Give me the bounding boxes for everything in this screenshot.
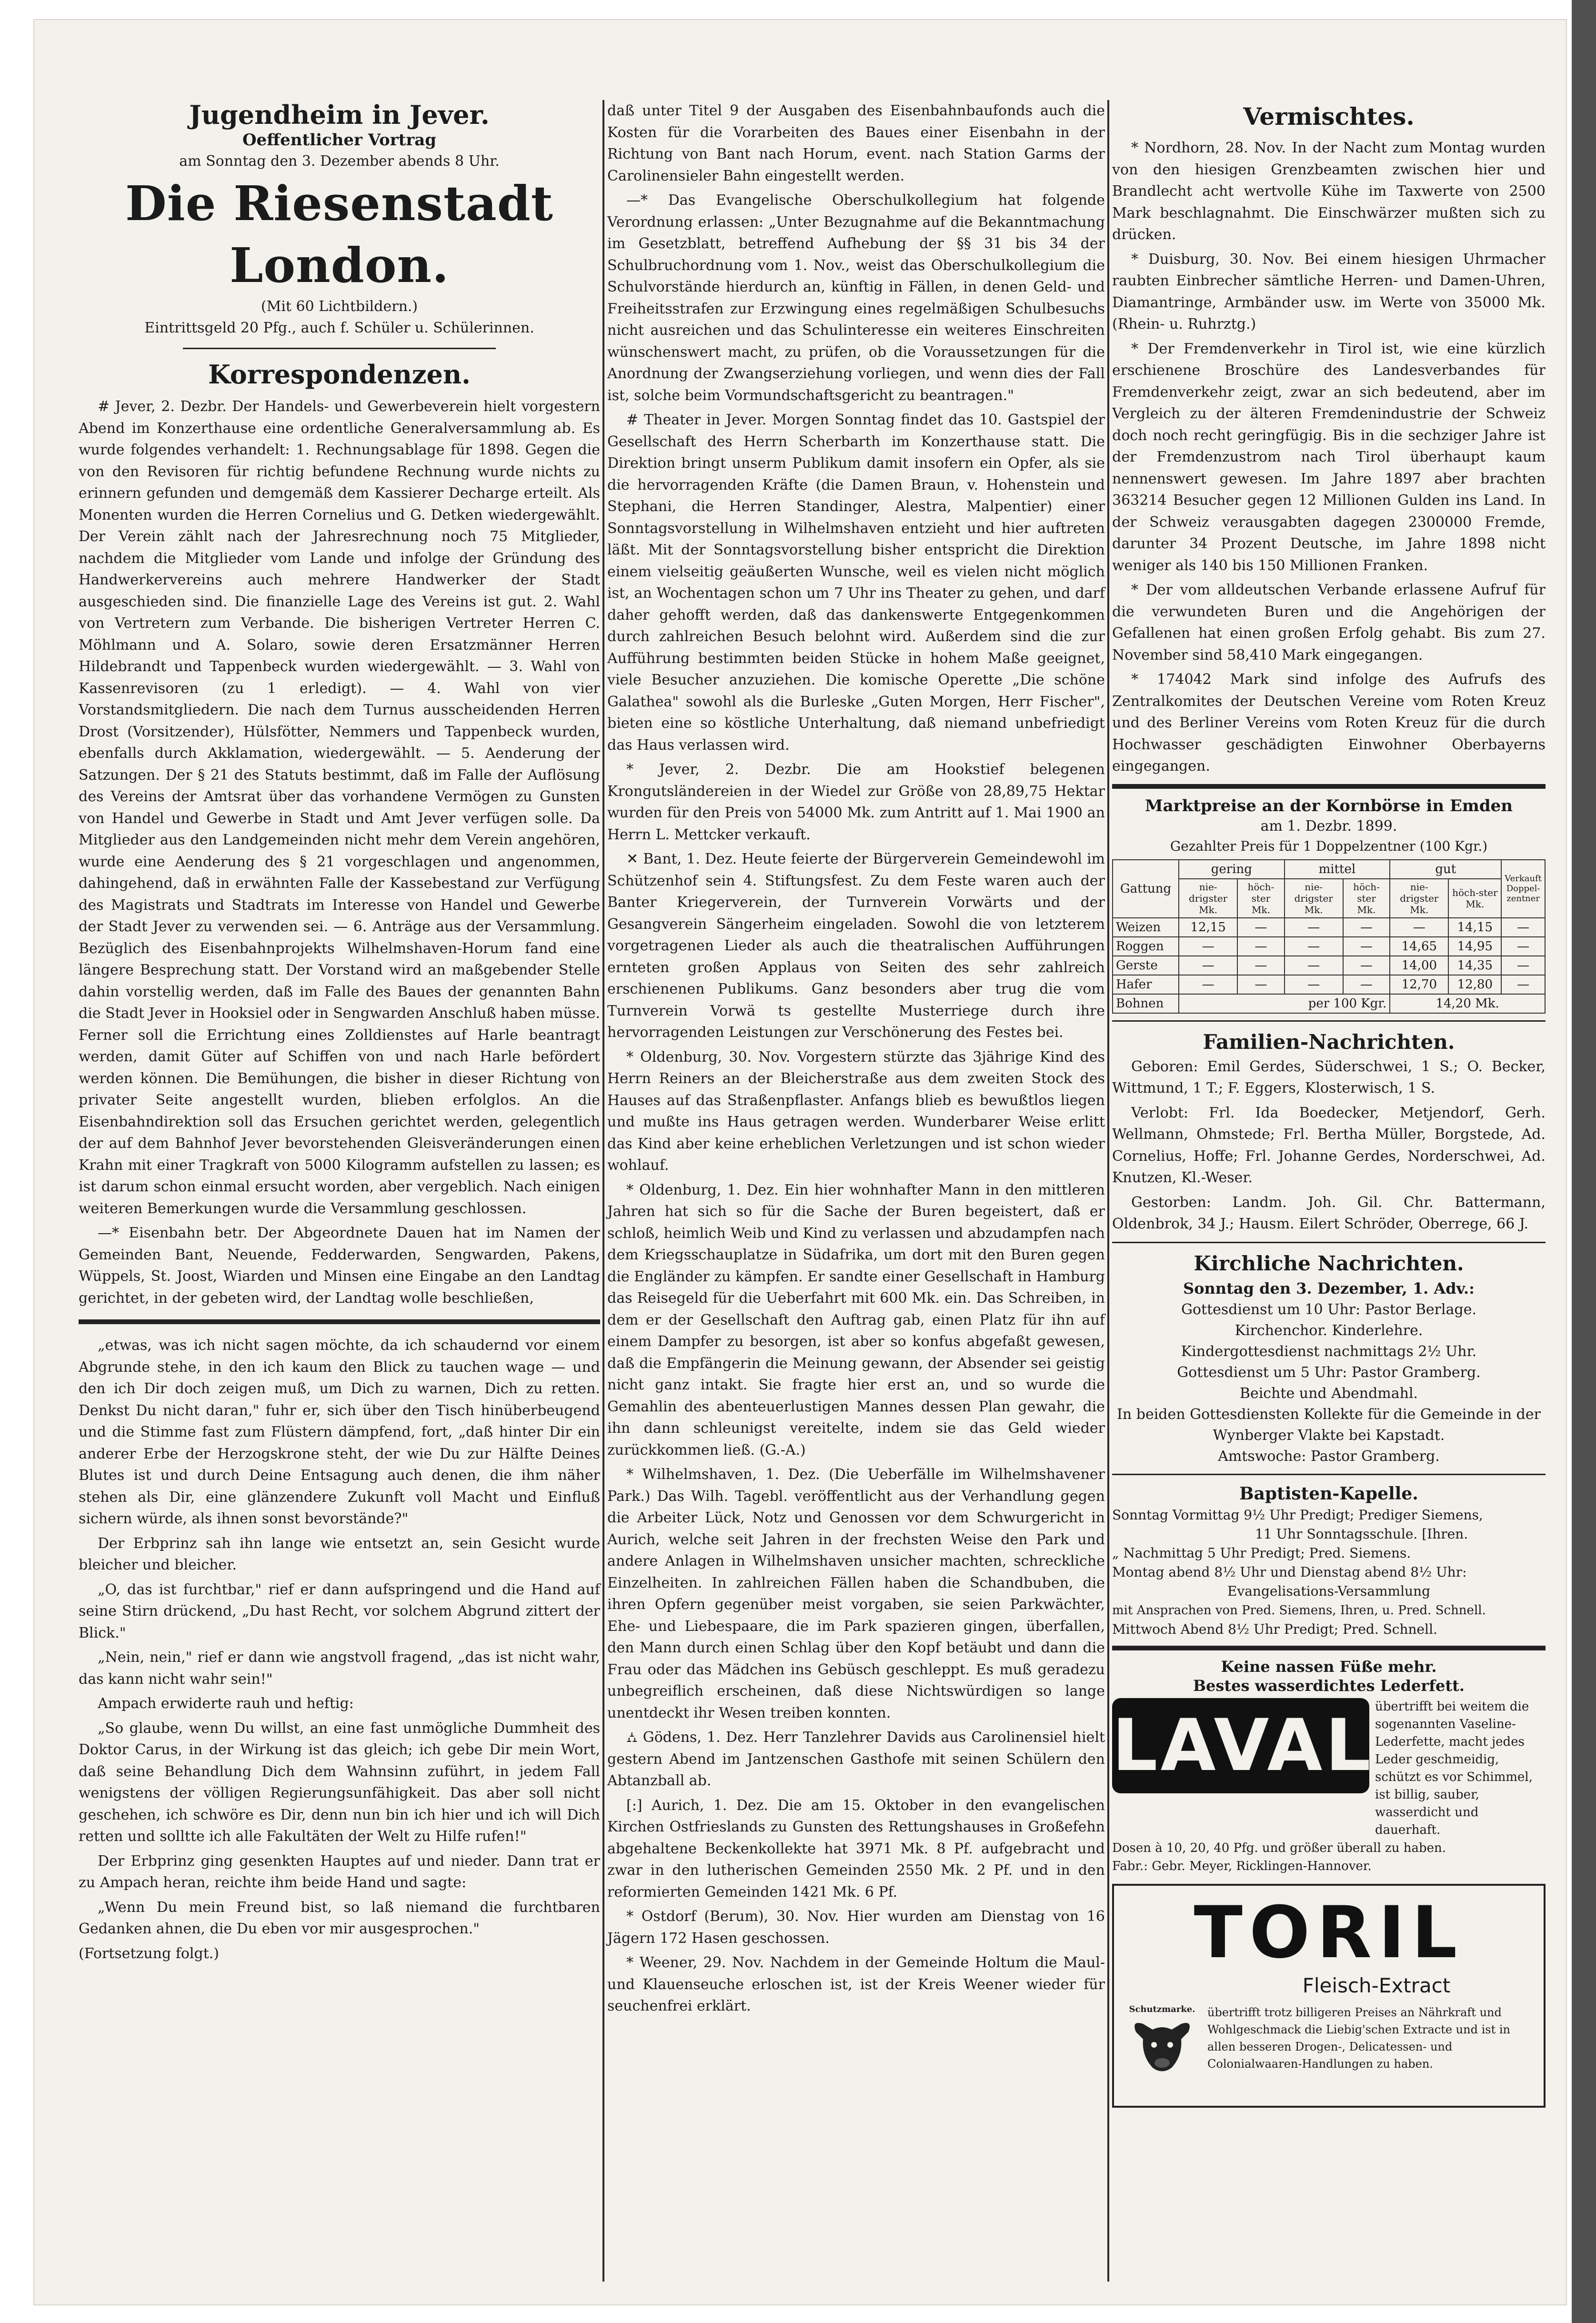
article-weener: * Weener, 29. Nov. Nachdem in der Gemeinde Holtum die Maul- und Klauenseuche erloschen ist, ist der Kreis Weener wieder für seuchenfrei erklärt. [607,1954,1105,2014]
laval-logo: LAVAL [1112,1698,1369,1793]
baptist-line: mit Ansprachen von Pred. Siemens, Ihren, u. Pred. Schnell. [1112,1603,1486,1618]
table-row [1113,937,1545,956]
table-row [1113,975,1545,994]
story-paragraph: Der Erbprinz sah ihn lange wie entsetzt an, sein Gesicht wurde bleicher und bleicher. [79,1535,600,1573]
story-paragraph: „O, das ist furchtbar," rief er dann aufspringend und die Hand auf seine Stirn drückend, „Du hast Recht, vor solchem Abgrund zittert der Blick." [79,1581,600,1641]
story-paragraph: „Nein, nein," rief er dann wie angstvoll fragend, „das ist nicht wahr, das kann nicht wahr sein!" [79,1649,600,1688]
column-header: gut [1390,860,1501,879]
price-cell: — [1343,975,1390,994]
notice-title: Jugendheim in Jever. [189,100,490,130]
divider [1112,1474,1546,1475]
article-bant: ✕ Bant, 1. Dez. Heute feierte der Bürgerverein Gemeindewohl im Schützenhof sein 4. Stiftungsfest. Zu dem Feste waren auch der Banter Kriegerverein, der Turnverein Vorwärts und der Gesangverein Sängerheim eingeladen. Sowohl die von letzterem vorgetragenen Lieder als auch die theatralischen Aufführungen ernteten großen Applaus von Seiten des sehr zahlreich erschienenen Publikums. Ganz besonders aber trug die vom Turnverein Vorwä ts gestellte Musterriege durch ihre hervorragenden Leistungen zur Verschönerung des Festes bei. [607,851,1105,1041]
article-goedens: ⛼ Gödens, 1. Dez. Herr Tanzlehrer Davids aus Carolinensiel hielt gestern Abend im Jantzenschen Gasthofe mit seinen Schülern den Abtanzball ab. [607,1729,1105,1789]
divider [1112,1020,1546,1022]
table-header-row [1113,860,1545,879]
toril-description: übertrifft trotz billigeren Preises an Nährkraft und Wohlgeschmack die Liebig'schen Extracte und ist in allen besseren Drogen-, Delicatessen- und Colonialwaaren-Handlungen zu haben. [1207,2005,1510,2071]
article-ostdorf: * Ostdorf (Berum), 30. Nov. Hier wurden am Dienstag von 16 Jägern 172 Hasen geschossen. [607,1908,1105,1947]
table-row [1113,918,1545,937]
article-aurich: [:] Aurich, 1. Dez. Die am 15. Oktober in den evangelischen Kirchen Ostfrieslands zu Gunsten des Rettungshauses in Großefehn abgehaltene Beckenkollekte hat 3971 Mk. 8 Pf. aufgebracht und zwar in den lutherischen Gemeinden 2550 Mk. 2 Pf. und in den reformierten Gemeinden 1421 Mk. 6 Pf. [607,1797,1105,1901]
article-oberschulkollegium: —* Das Evangelische Oberschulkollegium hat folgende Verordnung erlassen: „Unter Bezugnahme auf die Bekanntmachung im Gesetzblatt, betreffend Aufhebung der §§ 31 bis 34 der Schulbruchordnung vom 1. Nov., weist das Oberschulkollegium die Schulvorstände hierdurch an, künftig in Fällen, in denen Geld- und Freiheitsstrafen zur Erzwingung eines regelmäßigen Schulbesuchs nicht ausreichen und das Schulinteresse ein weiteres Einschreiten wünschenswert macht, zu prüfen, ob die Voraussetzungen für die Anordnung der Zwangserziehung vorliegen, und wenn dies der Fall ist, solche beim Vormundschaftsgericht zu beantragen." [607,192,1105,404]
column-header: gering [1179,860,1285,879]
toril-advertisement [1112,1884,1546,2108]
article-theater-jever: # Theater in Jever. Morgen Sonntag findet das 10. Gastspiel der Gesellschaft des Herrn Scherbarth im Konzerthause statt. Die Direktion bringt unserm Publikum damit insofern ein Opfer, als sie die hervorragenden Kräfte (die Damen Braun, v. Hohenstein und Stephani, die Herren Standinger, Alestra, Malpentier) einer Sonntagsvorstellung in Wilhelmshaven entzieht und hier auftreten läßt. Mit der Sonntagsvorstellung bisher entspricht die Direktion einem vielseitig geäußerten Wunsche, weil es vielen nicht möglich ist, an Wochentagen schon um 7 Uhr ins Theater zu gehen, und darf daher gehofft werden, daß das dankenswerte Entgegenkommen durch zahlreichen Besuch belohnt wird. Außerdem sind die zur Aufführung bestimmten beiden Stücke in hohem Maße geeignet, viele Besucher anzuziehen. Die komische Operette „Die schöne Galathea" sowohl als die Burleske „Guten Morgen, Herr Fischer", bieten eine so köstliche Unterhaltung, daß niemand unbefriedigt das Haus verlassen wird. [607,412,1105,754]
article-jever-krongut: * Jever, 2. Dezbr. Die am Hookstief belegenen Krongutsländereien in der Wiedel zur Größe von 28,89,75 Hektar wurden für den Preis von 54000 Mk. zum Antritt auf 1. Mai 1900 an Herrn L. Mettcker verkauft. [607,761,1105,843]
births: Geboren: Emil Gerdes, Süderschwei, 1 S.; O. Becker, Wittmund, 1 T.; F. Eggers, Klosterwisch, 1 S. [1112,1058,1546,1096]
price-cell: — [1501,918,1545,937]
price-cell: — [1285,956,1343,975]
church-line: In beiden Gottesdiensten Kollekte für die Gemeinde in der Wynberger Vlakte bei Kapstadt. [1117,1406,1541,1444]
price-cell: — [1237,937,1284,956]
price-cell: — [1285,975,1343,994]
baptist-chapel [1112,1482,1546,1639]
article-wilhelmshaven: * Wilhelmshaven, 1. Dez. (Die Ueberfälle im Wilhelmshavener Park.) Das Wilh. Tagebl. veröffentlicht aus der Verhandlung gegen die Arbeiter Lück, Notz und Genossen vor dem Schwurgericht in Aurich, welche seit Jahren in der frechsten Weise den Park und andere Anlagen in Wilhelmshaven unsicher machten, schreckliche Einzelheiten. In zahlreichen Fällen haben die Schandbuben, die ihren Opfern gegenüber meist vorgaben, sie seien Parkwächter, Ehe- und Liebespaare, die im Park spazieren gingen, überfallen, den Mann durch einen Schlag über den Kopf betäubt und dann die Frau oder das Mädchen ins Gebüsch geschleppt. Es muß geradezu unbegreiflich erscheinen, daß diese Nichtswürdigen so lange unentdeckt ihr Wesen treiben konnten. [607,1466,1105,1721]
baptist-line: Evangelisations-Versammlung [1227,1583,1431,1599]
notice-note: (Mit 60 Lichtbildern.) [261,298,418,315]
price-cell: — [1179,956,1237,975]
price-cell: — [1237,956,1284,975]
church-line: Beichte und Abendmahl. [1239,1385,1418,1402]
article-oldenburg-kind: * Oldenburg, 30. Nov. Vorgestern stürzte das 3jährige Kind des Herrn Reiners an der Bleicherstraße aus dem zweiten Stock des Hauses auf das Straßenpflaster. Anfangs blieb es bewußtlos liegen und mußte ins Haus getragen werden. Wunderbarer Weise erlitt das Kind aber keine erheblichen Verletzungen und ist schon wieder wohlauf. [607,1048,1105,1174]
price-cell: 12,70 [1390,975,1448,994]
column-header: nie-drigster Mk. [1390,879,1448,918]
laval-price: Dosen à 10, 20, 40 Pfg. und größer überall zu haben. [1112,1840,1446,1855]
price-cell: — [1285,937,1343,956]
price-table [1112,859,1546,1014]
laval-body [1112,1698,1546,1839]
family-news [1112,1028,1546,1235]
notice-headline: Die Riesenstadt London. [125,175,553,293]
price-cell: 12,80 [1448,975,1501,994]
grain-name: Hafer [1113,975,1179,994]
column-3 [1112,100,1546,2108]
column-header: höch-ster Mk. [1343,879,1390,918]
article-oldenburg-buren: * Oldenburg, 1. Dez. Ein hier wohnhafter Mann in den mittleren Jahren hat sich so für die Sache der Buren begeistert, daß er schloß, heimlich Weib und Kind zu verlassen und abzudampfen nach dem Kriegsschauplatze in Südafrika, um dort mit den Buren gegen die Engländer zu kämpfen. Er sandte einer Gesellschaft in Hamburg das Reisegeld für die Ueberfahrt mit 600 Mk. ein. Das Schreiben, in dem er der Gesellschaft den Auftrag gab, einen Platz für ihn auf einem Dampfer zu besorgen, ist aber so konfus abgefaßt gewesen, daß die Empfängerin die Meinung gewann, der Absender sei geistig nicht ganz intakt. Sie fragte hier erst an, und so wurde die Gemahlin des abenteuerlustigen Mannes dessen Plan gewahr, die ihn dann schleunigst vereitelte, indem sie das Geld wieder zurückkommen ließ. (G.-A.) [607,1181,1105,1458]
story-paragraph: Der Erbprinz ging gesenkten Hauptes auf und nieder. Dann trat er zu Ampach heran, reichte ihm beide Hand und sagte: [79,1852,600,1891]
story-paragraph: „etwas, was ich nicht sagen möchte, da ich schaudernd vor einem Abgrunde stehe, in den ich kaum den Blick zu tauchen wage — und den ich Dir doch zeigen muß, um Dich zu warnen, Dich zu retten. Denkst Du nicht daran," fuhr er, sich über den Tisch hinüberbeugend und die Stimme fast zum Flüstern dämpfend, fort, „daß hinter Dir ein anderer Erbe der Herzogskrone steht, der wie Du zur Hälfte Deines Blutes ist und durch Deine Entsagung auch denen, die ihm näher stehen als Dir, eine glänzendere Zukunft voll Macht und Einfluß sichern würde, als ihnen sonst bevorstände?" [79,1337,600,1527]
article-eisenbahn-cont: daß unter Titel 9 der Ausgaben des Eisenbahnbaufonds auch die Kosten für die Vorarbeiten des Baues einer Eisenbahn in der Richtung von Bant nach Horum, event. nach Station Garms der Carolinensieler Bahn eingestellt werden. [607,102,1105,184]
baptist-line: Sonntag Vormittag 9½ Uhr Predigt; Prediger Siemens, [1112,1507,1483,1523]
story-paragraph: „Wenn Du mein Freund bist, so laß niemand die furchtbaren Gedanken ahnen, die Du eben vor mir ausgesprochen." [79,1899,600,1937]
article-rotes-kreuz: * 174042 Mark sind infolge des Aufrufs des Zentralkomites der Deutschen Vereine vom Roten Kreuz und des Berliner Vereins vom Roten Kreuz für die durch Hochwasser geschädigten Einwohner Oberbayerns eingegangen. [1112,671,1546,774]
church-line: Kindergottesdienst nachmittags 2½ Uhr. [1181,1343,1477,1360]
feuilleton-story [79,1335,600,1964]
church-line: Kirchenchor. Kinderlehre. [1235,1322,1423,1339]
column-header: höch-ster Mk. [1237,879,1284,918]
toril-body [1122,2004,1536,2079]
baptist-line: Mittwoch Abend 8½ Uhr Predigt; Pred. Schnell. [1112,1621,1437,1637]
notice-fee: Eintrittsgeld 20 Pfg., auch f. Schüler u. Schülerinnen. [144,320,534,336]
toril-logo: TORIL [1194,1891,1464,1974]
church-line: Amtswoche: Pastor Gramberg. [1218,1448,1440,1465]
price-cell: — [1343,956,1390,975]
miscellaneous-title: Vermischtes. [1243,102,1415,131]
laval-headline: Keine nassen Füße mehr. [1221,1657,1437,1676]
baptist-line: „ Nachmittag 5 Uhr Predigt; Pred. Siemens. [1112,1545,1411,1561]
deaths: Gestorben: Landm. Joh. Gil. Chr. Battermann, Oldenbrok, 34 J.; Hausm. Eilert Schröder, Oberrege, 66 J. [1112,1194,1546,1232]
church-line: Gottesdienst um 5 Uhr: Pastor Gramberg. [1177,1364,1481,1381]
newspaper-page [33,19,1567,2305]
article-nordhorn: * Nordhorn, 28. Nov. In der Nacht zum Montag wurden von den hiesigen Grenzbeamten zwischen hier und Brandlecht acht wertvolle Kühe im Taxwerte von 2500 Mark beschlagnahmt. Die Einschwärzer mußten sich zu drücken. [1112,140,1546,243]
laval-maker: Fabr.: Gebr. Meyer, Ricklingen-Hannover. [1112,1859,1372,1873]
bull-head-icon [1126,2015,1198,2077]
column-rule [1107,100,1109,2282]
price-cell: — [1285,918,1343,937]
notice-date: am Sonntag den 3. Dezember abends 8 Uhr. [179,153,500,170]
price-cell: — [1343,918,1390,937]
column-rule [602,100,604,2282]
article-jever-handelsverein: # Jever, 2. Dezbr. Der Handels- und Gewerbeverein hielt vorgestern Abend im Konzerthause eine ordentliche Generalversammlung ab. Es wurde folgendes verhandelt: 1. Rechnungsablage für 1898. Gegen die von den Revisoren für richtig befundene Rechnung wurde nichts zu erinnern gefunden und demgemäß dem Kassierer Decharge erteilt. Als Monenten wurden die Herren Cornelius und G. Detken wiedergewählt. Der Verein zählt nach der Jahresrechnung noch 75 Mitglieder, nachdem die Mitglieder vom Lande und infolge der Gründung des Handwerkervereins auch mehrere Handwerker der Stadt ausgeschieden sind. Die finanzielle Lage des Vereins ist gut. 2. Wahl von Vertretern zum Verbande. Die bisherigen Vertreter Herren C. Möhlmann und A. Solaro, sowie deren Ersatzmänner Herren Hildebrandt und Tappenbeck wurden wiedergewählt. — 3. Wahl von Kassenrevisoren (zu 1 erledigt). — 4. Wahl von vier Vorstandsmitgliedern. Die nach dem Turnus ausscheidenden Herren Drost (Vorsitzender), Hülsfötter, Nemmers und Tappenbeck wurden, ebenfalls durch Akklamation, wiedergewählt. — 5. Aenderung der Satzungen. Der § 21 des Statuts bestimmt, daß im Falle der Auflösung des Vereins der Amtsrat über das vorhandene Vermögen zu Gunsten von Handel und Gewerbe in Stadt und Amt Jever verfügen solle. Da Mitglieder aus den Landgemeinden nicht mehr dem Verein angehören, wurde eine Aenderung des § 21 vorgeschlagen und angenommen, dahingehend, daß in erwähnten Falle der Kassebestand zur Verfügung des Magistrats und Stadtrats im Interesse von Handel und Gewerbe der Stadt Jever zu verwenden sei. — 6. Anträge aus der Versammlung. Bezüglich des Eisenbahnprojekts Wilhelmshaven-Horum fand eine längere Besprechung statt. Der Vorstand wird an maßgebender Stelle dahin vorstellig werden, daß im Falle des Baues der genannten Bahn die Stadt Jever in Hooksiel oder in Sengwarden Anschluß haben müsse. Ferner soll die Errichtung eines Zolldienstes auf Harle beantragt werden, damit Güter auf Schiffen von und nach Harle befördert werden können. Die Bemühungen, die bisher in dieser Richtung von privater Seite angestellt wurden, blieben erfolglos. An die Eisenbahndirektion soll das Ersuchen gerichtet werden, gelegentlich der auf dem Bahnhof Jever bevorstehenden Gleisveränderungen einen Krahn mit einer Tragkraft von 5000 Kilogramm aufstellen zu lassen; es ist darum schon einmal ersucht worden, aber vergeblich. Nach einigen weiteren Bemerkungen wurde die Versammlung geschlossen. [79,398,600,1217]
price-cell: 14,00 [1390,956,1448,975]
laval-advertisement [1112,1657,1546,1875]
divider [183,348,496,349]
column-header: Gattung [1113,860,1179,918]
price-cell: — [1501,975,1545,994]
table-row [1113,956,1545,975]
article-duisburg: * Duisburg, 30. Nov. Bei einem hiesigen Uhrmacher raubten Einbrecher sämtliche Herren- und Damen-Uhren, Diamantringe, Armbänder usw. im Werte von 35000 Mk. (Rhein- u. Ruhrztg.) [1112,251,1546,332]
divider [1112,784,1546,789]
price-cell: — [1501,937,1545,956]
column-header: höch-ster Mk. [1448,879,1501,918]
price-cell: — [1179,937,1237,956]
story-paragraph: Ampach erwiderte rauh und heftig: [98,1695,354,1712]
column-header: nie-drigster Mk. [1285,879,1343,918]
price-cell: — [1237,918,1284,937]
church-sunday: Sonntag den 3. Dezember, 1. Adv.: [1183,1279,1475,1297]
price-cell: — [1237,975,1284,994]
church-news [1112,1250,1546,1467]
grain-name: Bohnen [1113,994,1179,1013]
price-cell: — [1179,975,1237,994]
column-header: Verkauft Doppel-zentner [1501,860,1545,918]
market-date: am 1. Dezbr. 1899. [1260,817,1397,835]
story-continued: (Fortsetzung folgt.) [79,1945,219,1962]
article-tirol: * Der Fremdenverkehr in Tirol ist, wie eine kürzlich erschienene Broschüre des Landesverbandes für Fremdenverkehr zeigt, zwar an sich bedeutend, aber im Vergleich zu der älteren Fremdenindustrie der Schweiz doch noch recht geringfügig. Bis in die sechziger Jahre ist der Fremdenzustrom nach Tirol überhaupt kaum nennenswert gewesen. Im Jahre 1897 aber brachten 363214 Besucher gegen 12 Millionen Gulden ins Land. In der Schweiz verausgabten dagegen 2300000 Fremde, darunter 34 Prozent Deutsche, im Jahre 1898 nicht weniger als 140 bis 150 Millionen Franken. [1112,340,1546,574]
notice-subtitle: Oeffentlicher Vortrag [242,131,437,150]
column-header: mittel [1285,860,1390,879]
lecture-notice [79,100,600,339]
story-paragraph: „So glaube, wenn Du willst, an eine fast unmögliche Dummheit des Doktor Carus, in der Wirkung ist das gleich; ich gebe Dir mein Wort, daß seine Behandlung Dich dem Wahnsinn zuführt, in jedem Fall wenigstens der völligen Regierungsunfähigkeit. Das aber soll nicht geschehen, ich schwöre es Dir, denn nun bin ich hier und ich will Dich retten und solltte ich alle Fakultäten der Welt zu Hilfe rufen!" [79,1720,600,1845]
price-cell: 12,15 [1179,918,1237,937]
laval-headline: Bestes wasserdichtes Lederfett. [1193,1676,1465,1695]
toril-trademark [1122,2004,1203,2079]
unit-cell: per 100 Kgr. [1179,994,1390,1013]
price-cell: 14,15 [1448,918,1501,937]
market-title: Marktpreise an der Kornbörse in Emden [1144,796,1513,815]
grain-name: Roggen [1113,937,1179,956]
article-eisenbahn: —* Eisenbahn betr. Der Abgeordnete Dauen hat im Namen der Gemeinden Bant, Neuende, Fedderwarden, Sengwarden, Pakens, Wüppels, St. Joost, Wiarden und Minsen eine Eingabe an den Landtag gerichtet, in der gebeten wird, der Landtag wolle beschließen, [79,1225,600,1307]
trademark-label: Schutzmarke. [1129,2004,1195,2014]
article-buren-aufruf: * Der vom alldeutschen Verbande erlassene Aufruf für die verwundeten Buren und die Angehörigen der Gefallenen hat einen großen Erfolg gehabt. Bis zum 27. November sind 58,410 Mark eingegangen. [1112,582,1546,664]
column-1 [79,100,600,1967]
table-row [1113,994,1545,1013]
scan-border [1572,0,1596,2323]
laval-description: übertrifft bei weitem die sogenannten Vaseline-Lederfette, macht jedes Leder geschmeidig, schützt es vor Schimmel, ist billig, sauber, wasserdicht und dauerhaft. [1375,1699,1533,1837]
church-title: Kirchliche Nachrichten. [1194,1251,1464,1275]
church-line: Gottesdienst um 10 Uhr: Pastor Berlage. [1181,1301,1476,1318]
column-header: nie-drigster Mk. [1179,879,1237,918]
grain-name: Gerste [1113,956,1179,975]
price-cell: 14,20 Mk. [1390,994,1545,1013]
baptist-line: Montag abend 8½ Uhr und Dienstag abend 8½ Uhr: [1112,1564,1467,1580]
divider [1112,1646,1546,1650]
correspondence-title: Korrespondenzen. [208,359,471,390]
price-cell: 14,35 [1448,956,1501,975]
divider [1112,1242,1546,1243]
feuilleton-divider [79,1319,600,1324]
price-cell: — [1390,918,1448,937]
market-prices [1112,795,1546,1014]
baptist-line: 11 Uhr Sonntagsschule. [Ihren. [1255,1526,1468,1542]
grain-name: Weizen [1113,918,1179,937]
price-cell: 14,65 [1390,937,1448,956]
baptist-title: Baptisten-Kapelle. [1239,1483,1418,1504]
price-cell: — [1343,937,1390,956]
price-cell: 14,95 [1448,937,1501,956]
family-title: Familien-Nachrichten. [1203,1030,1455,1054]
toril-subtitle: Fleisch-Extract [1302,1973,1451,1997]
column-2 [607,100,1105,2020]
price-cell: — [1501,956,1545,975]
engagements: Verlobt: Frl. Ida Boedecker, Metjendorf, Gerh. Wellmann, Ohmstede; Frl. Bertha Müller, Borgstede, Ad. Cornelius, Hoffe; Frl. Johanne Gerdes, Norderschwei, Ad. Knutzen, Kl.-Weser. [1112,1104,1546,1186]
market-subtitle: Gezahlter Preis für 1 Doppelzentner (100 Kgr.) [1170,838,1488,854]
